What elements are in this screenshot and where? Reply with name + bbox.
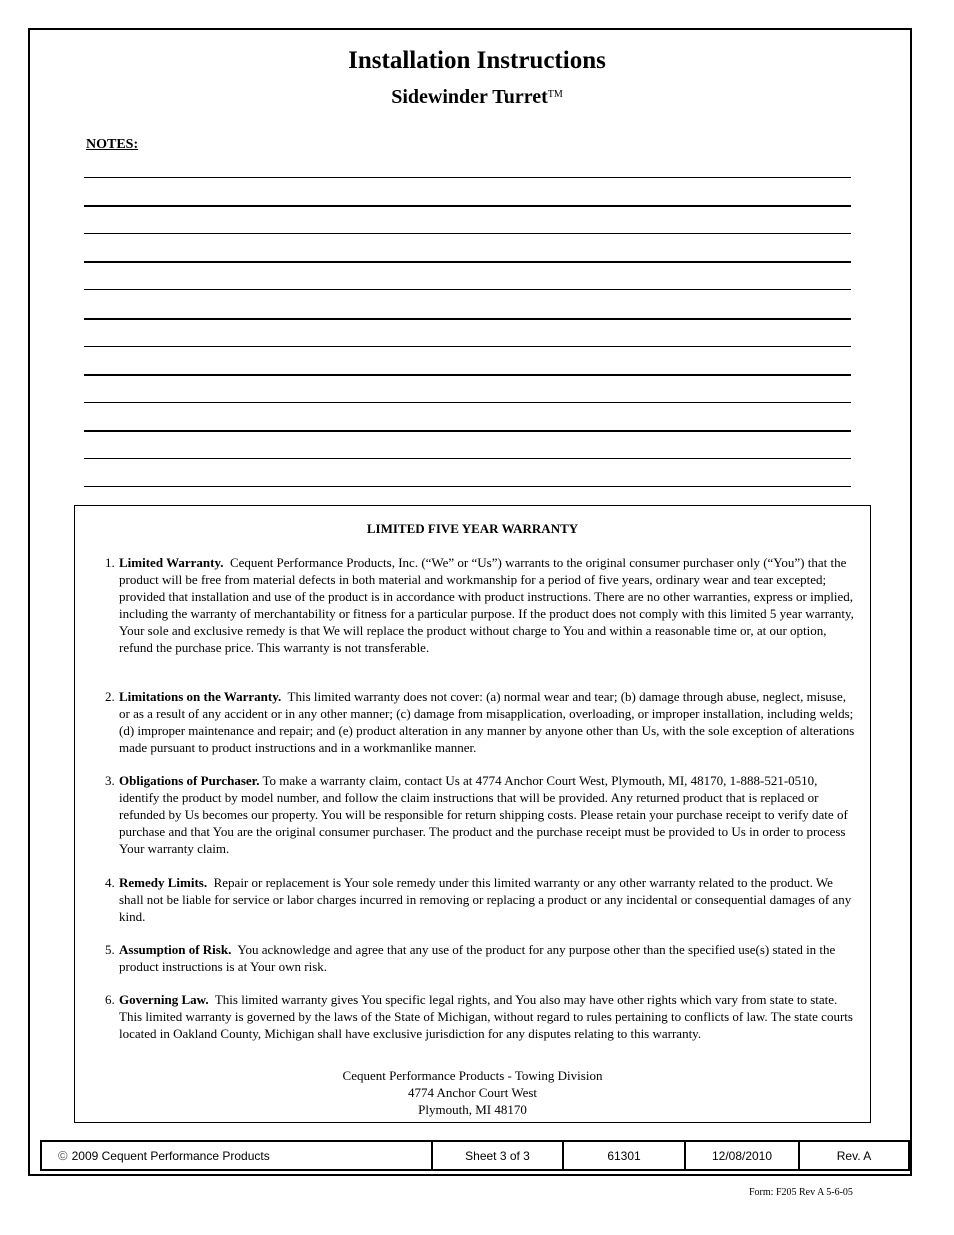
notes-line bbox=[84, 486, 851, 487]
footer-copyright: 2009 Cequent Performance Products bbox=[71, 1148, 270, 1163]
notes-line bbox=[84, 374, 851, 376]
notes-line bbox=[84, 402, 851, 403]
clause-number: 2. bbox=[105, 689, 115, 704]
notes-line bbox=[84, 430, 851, 432]
notes-line bbox=[84, 458, 851, 459]
notes-line bbox=[84, 289, 851, 290]
clause-text: Cequent Performance Products, Inc. (“We” or “Us”) warrants to the original consumer purchaser only (“You”) that the product will be free from material defects in both material and workmanship for a period of five years, ordinary wear and tear excepted; provided that installation and use of the product is in accordance with product instructions. There are no other warranties, express or implied, including the warranty of merchantability or fitness for a particular purpose. If the product does not comply with this limited 5 year warranty, Your sole and exclusive remedy is that We will replace the product without charge to You and within a reasonable time or, at our option, refund the purchase price. This warranty is not transferable. bbox=[119, 555, 854, 655]
clause-text: This limited warranty gives You specific legal rights, and You also may have other rights which vary from state to state. This limited warranty is governed by the laws of the State of Michigan, without regard to rules pertaining to conflicts of law. The state courts located in Oakland County, Michigan shall have exclusive jurisdiction for any disputes relating to this warranty. bbox=[119, 992, 853, 1041]
address-line-2: 4774 Anchor Court West bbox=[407, 1085, 538, 1100]
address-line-3: Plymouth, MI 48170 bbox=[418, 1102, 527, 1117]
clause-heading: Limitations on the Warranty. bbox=[119, 689, 282, 704]
address-line-1: Cequent Performance Products - Towing Division bbox=[342, 1068, 603, 1083]
clause-number: 3. bbox=[105, 773, 115, 788]
footer-sheet-cell bbox=[433, 1142, 564, 1169]
warranty-clause-2 bbox=[105, 688, 855, 756]
footer-sheet: Sheet 3 of 3 bbox=[465, 1148, 530, 1163]
clause-number: 6. bbox=[105, 992, 115, 1007]
clause-text: Repair or replacement is Your sole remedy under this limited warranty or any other warranty related to the product. We shall not be liable for service or labor charges incurred in removing or replacing a product or any incidental or consequential damages of any kind. bbox=[119, 875, 852, 924]
warranty-clause-6 bbox=[105, 991, 855, 1042]
warranty-clause-3 bbox=[105, 772, 855, 857]
clause-heading: Governing Law. bbox=[119, 992, 209, 1007]
footer-table bbox=[40, 1140, 910, 1171]
clause-text: This limited warranty does not cover: (a) normal wear and tear; (b) damage through abuse, neglect, misuse, or as a result of any accident or in any other manner; (c) damage from misapplication, overloading, or improper installation, including welds; (d) improper maintenance and repair; and (e) product alteration in any manner by anyone other than Us, with the sole exception of alterations made pursuant to product instructions and in a workmanlike manner. bbox=[119, 689, 855, 755]
clause-number: 5. bbox=[105, 942, 115, 957]
clause-text: You acknowledge and agree that any use of the product for any purpose other than the specified use(s) stated in the product instructions is at Your own risk. bbox=[119, 942, 836, 974]
footer-revision-cell bbox=[800, 1142, 908, 1169]
company-address bbox=[75, 1067, 870, 1118]
clause-number: 1. bbox=[105, 555, 115, 570]
footer-part-number-cell bbox=[564, 1142, 686, 1169]
clause-heading: Obligations of Purchaser. bbox=[119, 773, 260, 788]
warranty-clause-5 bbox=[105, 941, 855, 975]
footer-copyright-cell bbox=[42, 1142, 433, 1169]
warranty-clause-4 bbox=[105, 874, 855, 925]
notes-label: NOTES: bbox=[86, 137, 139, 152]
warranty-title: LIMITED FIVE YEAR WARRANTY bbox=[366, 521, 579, 536]
product-name: Sidewinder Turret bbox=[391, 86, 548, 108]
trademark-mark: TM bbox=[547, 89, 563, 100]
page-title: Installation Instructions bbox=[348, 47, 606, 74]
warranty-box bbox=[74, 505, 871, 1123]
clause-text: To make a warranty claim, contact Us at 4774 Anchor Court West, Plymouth, MI, 48170, 1-888-521-0510, identify the product by model number, and follow the claim instructions that will be provided. Any returned product that is replaced or refunded by Us becomes our property. You will be responsible for return shipping costs. Please retain your purchase receipt to verify date of purchase and that You are the original consumer purchaser. The product and the purchase receipt must be provided to Us in order to process Your warranty claim. bbox=[119, 773, 848, 856]
footer-date: 12/08/2010 bbox=[711, 1148, 773, 1163]
clause-heading: Limited Warranty. bbox=[119, 555, 224, 570]
footer-date-cell bbox=[686, 1142, 800, 1169]
notes-line bbox=[84, 261, 851, 263]
clause-heading: Remedy Limits. bbox=[119, 875, 208, 890]
notes-line bbox=[84, 177, 851, 178]
warranty-clause-1 bbox=[105, 554, 855, 656]
notes-line bbox=[84, 205, 851, 207]
form-id: Form: F205 Rev A 5-6-05 bbox=[749, 1187, 853, 1198]
clause-heading: Assumption of Risk. bbox=[119, 942, 232, 957]
notes-line bbox=[84, 233, 851, 234]
clause-number: 4. bbox=[105, 875, 115, 890]
footer-revision: Rev. A bbox=[836, 1148, 872, 1163]
footer-part-number: 61301 bbox=[607, 1148, 641, 1163]
copyright-icon: © bbox=[58, 1148, 68, 1163]
product-subtitle bbox=[0, 86, 954, 109]
notes-line bbox=[84, 318, 851, 320]
notes-line bbox=[84, 346, 851, 347]
